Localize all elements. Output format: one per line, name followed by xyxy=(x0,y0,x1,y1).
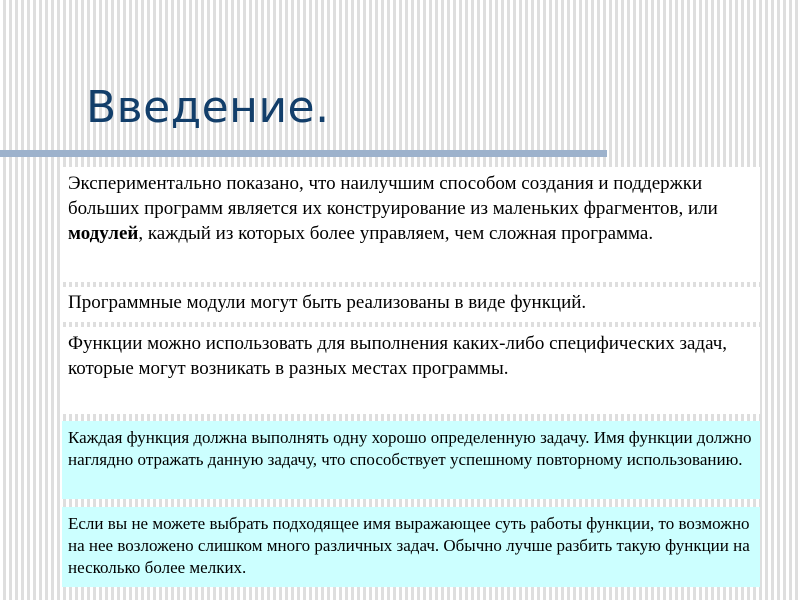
paragraph-functions: Программные модули могут быть реализованы в виде функций. xyxy=(68,292,587,313)
text-block-naming xyxy=(62,507,760,587)
paragraph-modules xyxy=(68,171,754,246)
paragraph-modules-bold-term: модулей xyxy=(68,223,139,245)
paragraph-modules-text-end: , каждый из которых более управляем, чем сложная программа. xyxy=(138,223,654,245)
text-block-usage xyxy=(62,327,760,414)
title-underline xyxy=(0,150,607,157)
text-block-single-task xyxy=(62,421,760,499)
paragraph-naming: Если вы не можете выбрать подходящее имя выражающее суть работы функции, то возможно на нее возложено слишком много различных задач. Обычно лучше разбить такую функции на несколько более мелких. xyxy=(68,514,750,578)
paragraph-usage: Функции можно использовать для выполнения каких-либо специфических задач, которые могут возникать в разных местах программы. xyxy=(68,333,728,380)
slide-title: Введение. xyxy=(86,82,330,133)
paragraph-modules-text-start: Экспериментально показано, что наилучшим способом создания и поддержки больших программ является их конструирование из маленьких фрагментов, или xyxy=(68,173,718,220)
text-block-modules xyxy=(62,167,760,282)
paragraph-single-task: Каждая функция должна выполнять одну хорошо определенную задачу. Имя функции должно наглядно отражать данную задачу, что способствует успешному повторному использованию. xyxy=(68,428,752,470)
text-block-functions xyxy=(62,287,760,322)
